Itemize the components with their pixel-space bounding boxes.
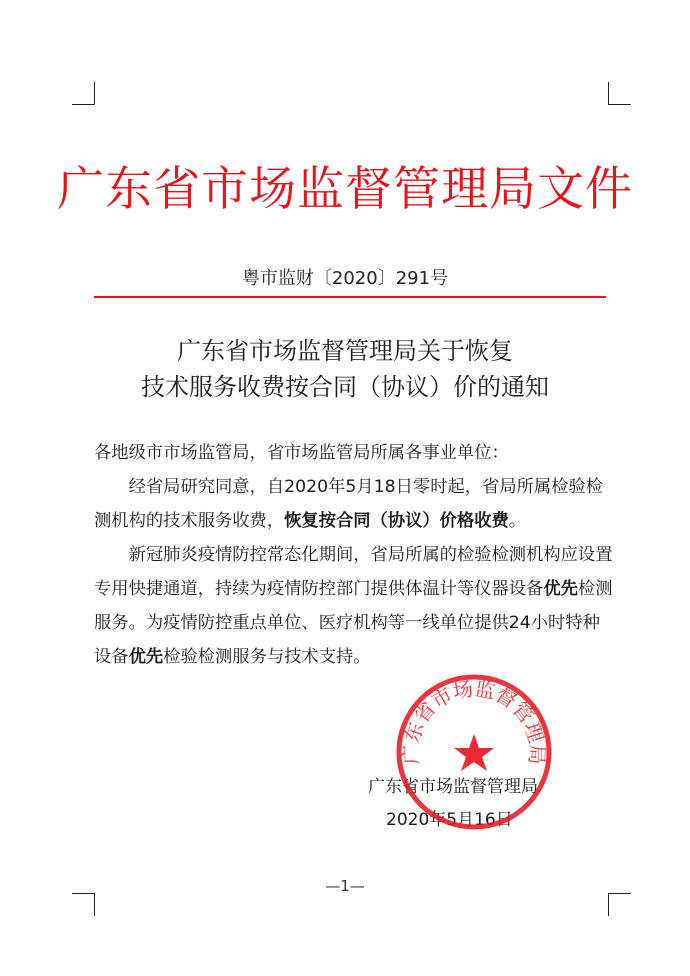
page-number: —1— xyxy=(325,877,365,895)
issue-date: 2020年5月16日 xyxy=(386,810,513,830)
paragraph-2-text-2: 检测服务。为疫情防控重点单位、医疗机构等一线单位提供24小时特种设备 xyxy=(94,579,613,667)
crop-mark-top-right xyxy=(608,82,631,105)
paragraph-1 xyxy=(94,470,614,538)
paragraph-1-bold: 恢复按合同（协议）价格收费 xyxy=(284,511,509,531)
salutation: 各地级市市场监管局，省市场监管局所属各事业单位： xyxy=(94,443,509,463)
paragraph-1-end: 。 xyxy=(508,511,527,531)
notice-title-line-1: 广东省市场监督管理局关于恢复 xyxy=(177,337,513,365)
paragraph-2-bold-2: 优先 xyxy=(128,647,164,667)
paragraph-2-bold-1: 优先 xyxy=(543,579,578,599)
crop-mark-top-left xyxy=(72,82,95,105)
paragraph-1-text: 经省局研究同意，自2020年5月18日零时起，省局所属检验检测机构的技术服务收费， xyxy=(94,477,604,531)
paragraph-2 xyxy=(94,538,614,674)
paragraph-2-text-1: 新冠肺炎疫情防控常态化期间，省局所属的检验检测机构应设置专用快捷通道，持续为疫情防控部门提供体温计等仪器设备 xyxy=(94,545,613,599)
crop-mark-bottom-right xyxy=(608,893,631,916)
red-divider-rule xyxy=(94,296,606,298)
document-number: 粤市监财〔2020〕291号 xyxy=(241,268,449,289)
official-seal xyxy=(394,672,554,832)
paragraph-2-text-3: 检验检测服务与技术支持。 xyxy=(163,647,371,667)
seal-text: 广东省市场监督管理局 xyxy=(398,676,550,766)
red-star-icon xyxy=(454,734,494,771)
notice-title-line-2: 技术服务收费按合同（协议）价的通知 xyxy=(141,373,549,401)
document-body xyxy=(94,436,614,674)
crop-mark-bottom-left xyxy=(72,893,95,916)
issuer-signature: 广东省市场监督管理局 xyxy=(368,777,538,797)
notice-title xyxy=(0,333,690,405)
document-header-title: 广东省市场监督管理局文件 xyxy=(57,162,633,217)
